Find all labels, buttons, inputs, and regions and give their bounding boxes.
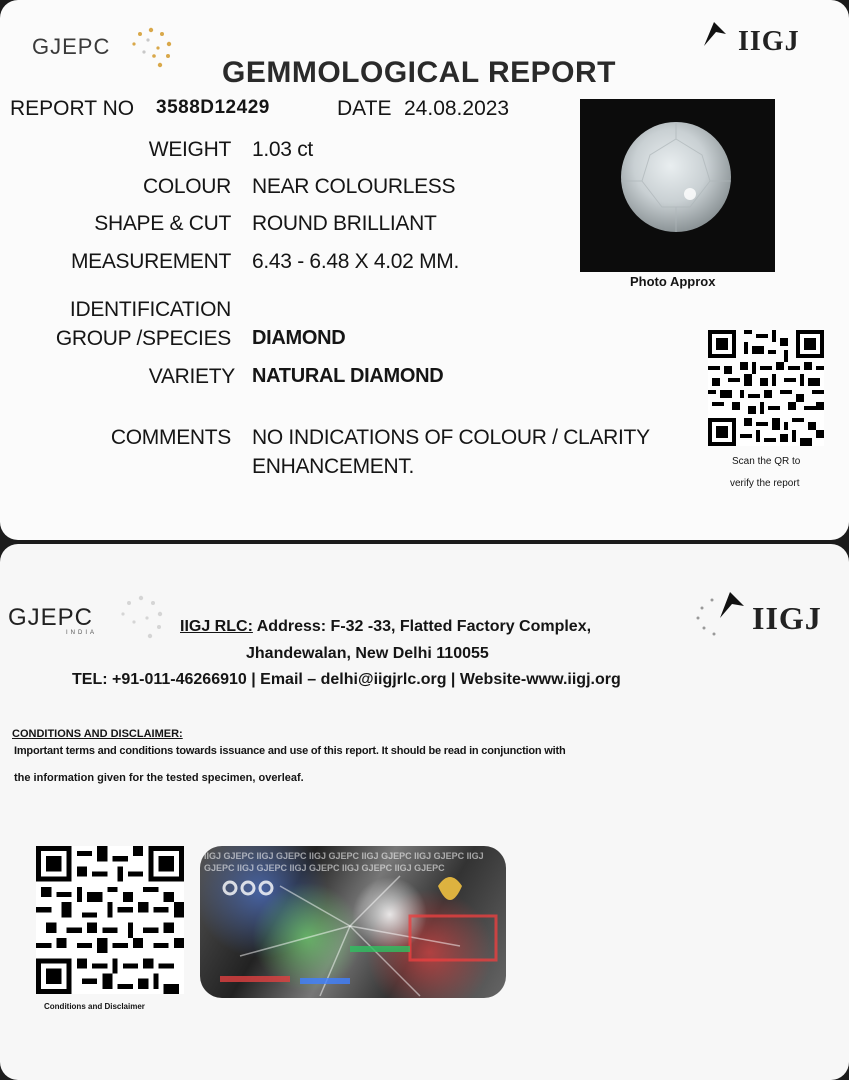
- iigj-flame-icon: [690, 588, 744, 644]
- weight-label: WEIGHT: [148, 138, 231, 161]
- address-text: Address: F-32 -33, Flatted Factory Complex,: [252, 618, 592, 635]
- date-value: 24.08.2023: [404, 97, 510, 120]
- address-line-2: Jhandewalan, New Delhi 110055: [246, 645, 489, 662]
- variety-value: NATURAL DIAMOND: [252, 365, 444, 387]
- group-species-value: DIAMOND: [252, 327, 346, 349]
- report-card-back: [0, 544, 849, 1080]
- measurement-value: 6.43 - 6.48 X 4.02 MM.: [252, 250, 460, 273]
- gjepc-sub-text: INDIA: [66, 630, 98, 636]
- report-no-label: REPORT NO: [10, 97, 135, 120]
- iigj-logo-text: IIGJ: [752, 600, 822, 636]
- qr-caption-line-2: verify the report: [730, 478, 800, 489]
- colour-label: COLOUR: [142, 175, 231, 198]
- conditions-qr-code[interactable]: [36, 846, 184, 994]
- address-heading: IIGJ RLC:: [180, 618, 253, 635]
- gem-photo: [580, 99, 775, 272]
- comments-line-2: ENHANCEMENT.: [252, 455, 415, 478]
- contact-line: TEL: +91-011-46266910 | Email – delhi@iigjrlc.org | Website-www.iigj.org: [72, 671, 621, 688]
- gjepc-logo-back: [8, 604, 97, 636]
- date-label: DATE: [337, 97, 392, 120]
- variety-label: VARIETY: [148, 365, 235, 388]
- qr-code-icon: [708, 330, 824, 446]
- hologram-text: IIGJ GJEPC IIGJ GJEPC IIGJ GJEPC IIGJ GJEPC IIGJ GJEPC IIGJ GJEPC IIGJ GJEPC IIGJ GJEPC IIGJ GJEPC IIGJ GJEPC: [204, 851, 484, 873]
- iigj-logo-text: IIGJ: [738, 26, 800, 57]
- comments-line-1: NO INDICATIONS OF COLOUR / CLARITY: [252, 426, 650, 449]
- diamond-image: [580, 99, 775, 272]
- group-species-label: GROUP /SPECIES: [55, 327, 231, 350]
- address-line-1: [180, 618, 591, 636]
- measurement-label: MEASUREMENT: [70, 250, 231, 273]
- gjepc-dots-icon: [126, 26, 176, 72]
- shape-cut-value: ROUND BRILLIANT: [252, 212, 437, 235]
- colour-value: NEAR COLOURLESS: [252, 175, 456, 198]
- gjepc-dots-icon: [114, 594, 168, 644]
- qr-code-icon: [36, 846, 184, 994]
- comments-label: COMMENTS: [110, 426, 231, 449]
- qr-caption-line-1: Scan the QR to: [732, 456, 801, 467]
- hologram-sticker: [200, 846, 506, 998]
- weight-value: 1.03 ct: [252, 138, 313, 161]
- hologram-pattern: [200, 846, 506, 998]
- photo-caption: Photo Approx: [630, 274, 716, 289]
- gjepc-logo-text: GJEPC: [32, 34, 111, 59]
- qr-caption: Conditions and Disclaimer: [44, 1002, 145, 1011]
- gjepc-logo: [32, 34, 110, 60]
- page-title: GEMMOLOGICAL REPORT: [222, 56, 616, 89]
- shape-cut-label: SHAPE & CUT: [94, 212, 231, 235]
- gjepc-logo-text: GJEPC: [8, 604, 94, 631]
- verify-qr-code[interactable]: [708, 330, 824, 446]
- iigj-flame-icon: [700, 20, 730, 50]
- conditions-line-1: Important terms and conditions towards issuance and use of this report. It should be read in conjunction with: [14, 745, 566, 757]
- conditions-heading: CONDITIONS AND DISCLAIMER:: [12, 728, 183, 740]
- conditions-line-2: the information given for the tested specimen, overleaf.: [14, 772, 304, 784]
- identification-label: IDENTIFICATION: [69, 298, 231, 321]
- report-no-value: 3588D12429: [156, 97, 270, 118]
